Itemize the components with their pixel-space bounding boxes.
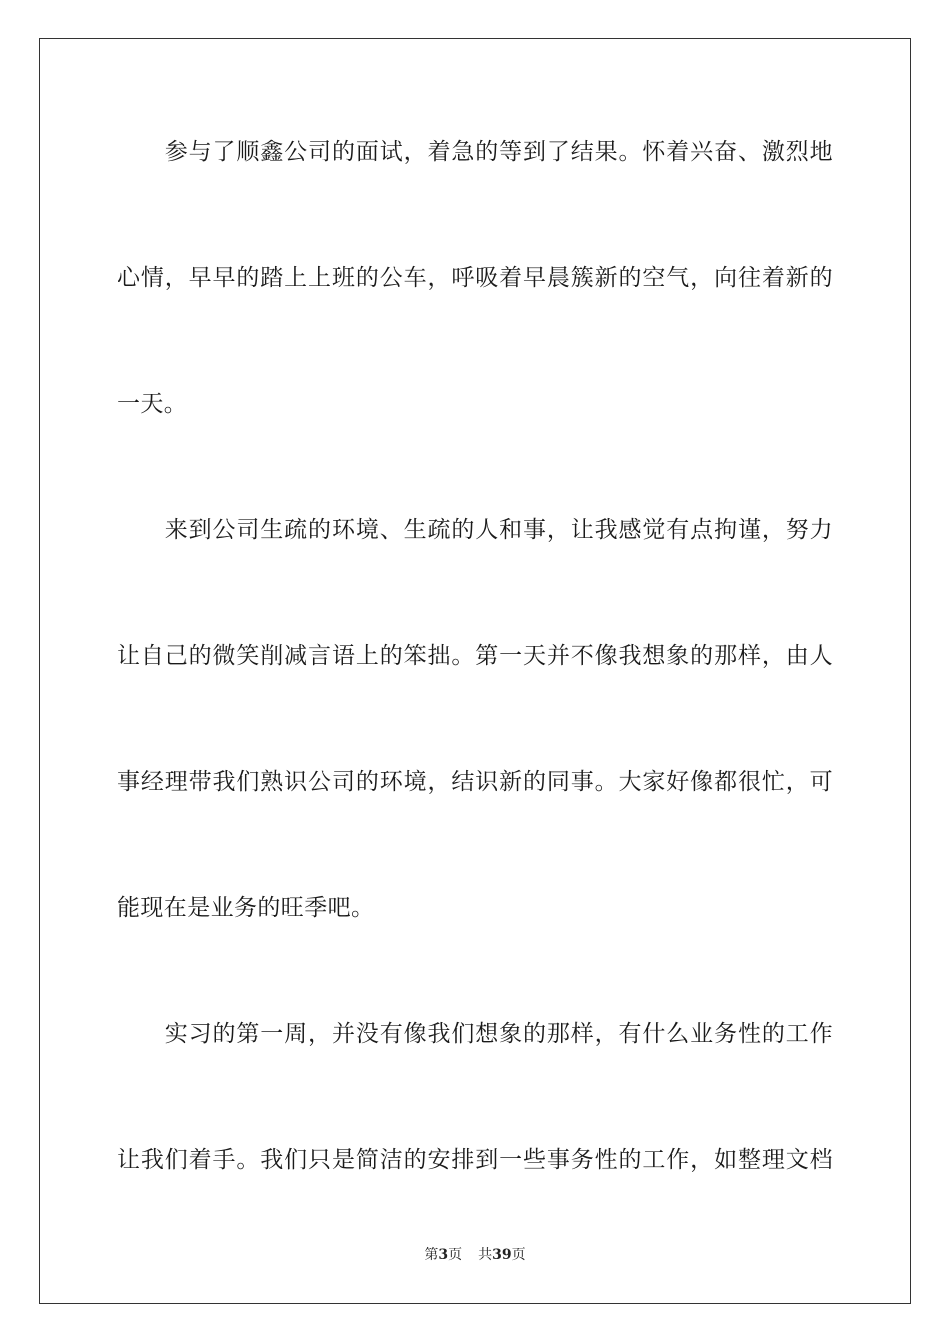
text-line: 让我们着手。我们只是简洁的安排到一些事务性的工作，如整理文档: [117, 1147, 833, 1173]
page-total: 共39页: [478, 1247, 526, 1263]
text-line: 心情，早早的踏上上班的公车，呼吸着早晨簇新的空气，向往着新的: [117, 265, 833, 291]
text-line: 来到公司生疏的环境、生疏的人和事，让我感觉有点拘谨，努力: [117, 517, 833, 543]
text-line: 一天。: [117, 391, 188, 417]
page-footer: [0, 1246, 950, 1264]
page-number: 第3页: [424, 1247, 463, 1263]
text-line: 事经理带我们熟识公司的环境，结识新的同事。大家好像都很忙，可: [117, 769, 833, 795]
text-line: 能现在是业务的旺季吧。: [117, 895, 375, 921]
text-line: 实习的第一周，并没有像我们想象的那样，有什么业务性的工作: [117, 1021, 833, 1047]
page-border: [39, 38, 911, 1304]
text-line: 参与了顺鑫公司的面试，着急的等到了结果。怀着兴奋、激烈地: [117, 139, 833, 165]
text-line: 让自己的微笑削减言语上的笨拙。第一天并不像我想象的那样，由人: [117, 643, 833, 669]
